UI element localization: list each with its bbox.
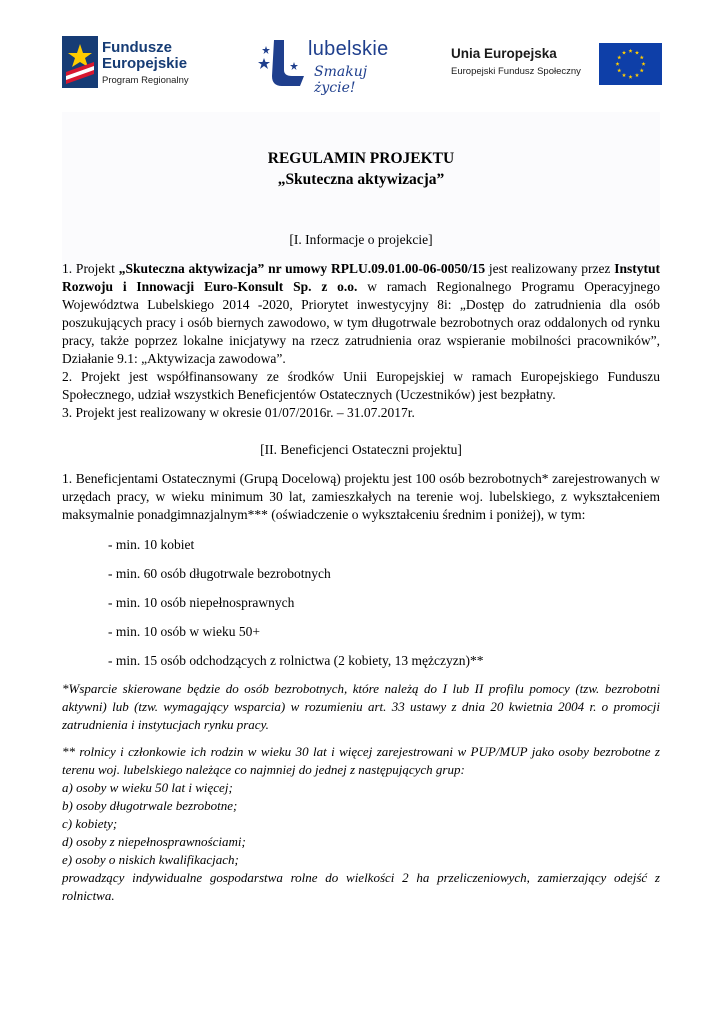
section-heading-2: [II. Beneficjenci Ostateczni projektu]	[260, 442, 462, 457]
footnote-2-end: prowadzący indywidualne gospodarstwa rolne do wielkości 2 ha przeliczeniowych, zamierzający odejść z rolnictwa.	[62, 870, 660, 903]
fe-star-mark-icon	[62, 36, 98, 88]
fe-line3: Program Regionalny	[102, 75, 189, 86]
title-band	[62, 112, 660, 272]
section2-paragraph1: 1. Beneficjentami Ostatecznymi (Grupą Docelową) projektu jest 100 osób bezrobotnych* zarejestrowanych w urzędach pracy, w wieku minimum 30 lat, zamieszkałych na terenie woj. lubelskiego, z wykształceniem maksymalnie ponadgimnazjalnym*** (oświadczenie o wykształceniu średnim i poniżej), w tym:	[62, 471, 660, 522]
ue-line1: Unia Europejska	[451, 46, 557, 61]
lubelskie-logo	[258, 36, 408, 96]
section1-paragraph1	[62, 260, 660, 368]
fe-line2: Europejskie	[102, 55, 188, 72]
section1-paragraph2: 2. Projekt jest współfinansowany ze środków Unii Europejskiej w ramach Europejskiego Funduszu Społecznego, udział wszystkich Beneficjentów Ostatecznych (Uczestników) jest bezpłatny.	[62, 369, 660, 402]
lubelskie-name: lubelskie	[308, 38, 389, 60]
fundusze-europejskie-logo	[62, 36, 212, 90]
eu-flag-icon	[599, 43, 662, 85]
list-item: - min. 15 osób odchodzących z rolnictwa (2 kobiety, 13 mężczyzn)**	[108, 653, 484, 668]
lubelskie-l-mark-icon	[258, 36, 308, 88]
footnote-2-item: c) kobiety;	[62, 816, 118, 831]
list-item: - min. 60 osób długotrwale bezrobotnych	[108, 566, 331, 581]
fe-line1: Fundusze	[102, 39, 172, 56]
s1p1-project-name: „Skuteczna aktywizacja” nr umowy RPLU.09.01.00-06-0050/15	[118, 261, 486, 276]
lubelskie-slogan: Smakuj życie!	[314, 64, 368, 96]
title-line1: REGULAMIN PROJEKTU	[267, 150, 455, 167]
document-title	[62, 148, 660, 190]
s1p1-institution: Instytut Rozwoju i Innowacji Euro-Konsult Sp. z o.o.	[62, 261, 660, 294]
title-line2: „Skuteczna aktywizacja”	[277, 171, 445, 188]
list-item: - min. 10 osób w wieku 50+	[108, 624, 260, 639]
footnote-2-item: b) osoby długotrwale bezrobotne;	[62, 798, 238, 813]
logo-header	[0, 0, 725, 110]
ue-line2: Europejski Fundusz Społeczny	[451, 66, 581, 77]
footnote-2-intro: ** rolnicy i członkowie ich rodzin w wieku 30 lat i więcej zarejestrowani w PUP/MUP jako osoby bezrobotne z terenu woj. lubelskiego należące co najmniej do jednej z następujących grup:	[62, 744, 660, 777]
list-item: - min. 10 osób niepełnosprawnych	[108, 595, 295, 610]
unia-europejska-logo	[451, 43, 663, 89]
footnote-1: *Wsparcie skierowane będzie do osób bezrobotnych, które należą do I lub II profilu pomocy (tzw. bezrobotni aktywni) lub (tzw. wymagający wsparcia) w rozumieniu art. 33 ustawy z dnia 20 kwietnia 2004 r. o promocji zatrudnienia i instytucjach rynku pracy.	[62, 681, 660, 732]
section1-paragraph3: 3. Projekt jest realizowany w okresie 01/07/2016r. – 31.07.2017r.	[62, 405, 415, 420]
s1p1-middle: jest realizowany przez	[485, 261, 615, 276]
footnote-2	[62, 743, 660, 905]
s1p1-prefix: 1. Projekt	[62, 261, 119, 276]
footnote-2-item: e) osoby o niskich kwalifikacjach;	[62, 852, 239, 867]
footnote-2-item: d) osoby z niepełnosprawnościami;	[62, 834, 246, 849]
footnote-2-item: a) osoby w wieku 50 lat i więcej;	[62, 780, 233, 795]
s1p1-rest: w ramach Regionalnego Programu Operacyjnego Województwa Lubelskiego 2014 -2020, Priorytet inwestycyjny 8i: „Dostęp do zatrudnienia dla osób poszukujących pracy i osób biernych zawodowo, w tym długotrwale bezrobotnych oraz oddalonych od rynku pracy, także poprzez lokalne inicjatywy na rzecz zatrudnienia oraz wspieranie mobilności pracowników”, Działanie 9.1: „Aktywizacja zawodowa”.	[62, 279, 660, 366]
list-item: - min. 10 kobiet	[108, 537, 195, 552]
section-heading-1: [I. Informacje o projekcie]	[289, 232, 433, 247]
